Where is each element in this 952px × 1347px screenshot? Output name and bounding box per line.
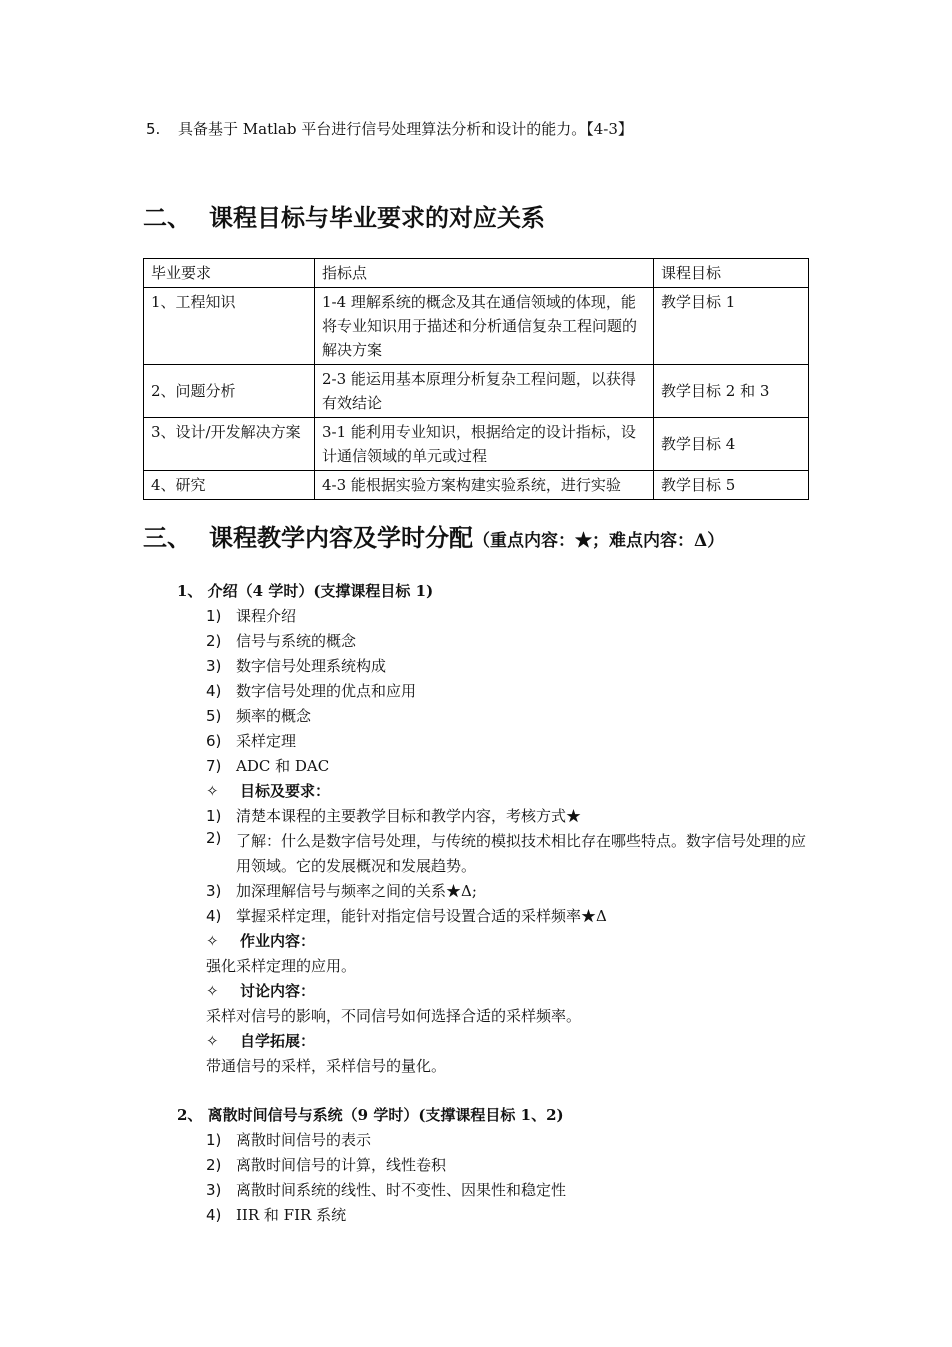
- list-item-text: 掌握采样定理，能针对指定信号设置合适的采样频率★Δ: [236, 907, 607, 925]
- list-item: 6) 采样定理: [206, 732, 297, 750]
- table-cell-requirement: 4、研究: [144, 471, 315, 500]
- discussion-text: 采样对信号的影响，不同信号如何选择合适的采样频率。: [206, 1007, 582, 1025]
- goals-label: 目标及要求：: [240, 782, 331, 800]
- homework-label: 作业内容：: [240, 932, 316, 950]
- list-item-text: 采样定理: [236, 732, 297, 750]
- section-3-heading: [143, 518, 724, 553]
- unit-1-title: 1、 介绍（4 学时）(支撑课程目标 1): [177, 582, 434, 600]
- list-item-text: 离散时间信号的表示: [236, 1131, 372, 1149]
- list-item-text: 数字信号处理系统构成: [236, 657, 387, 675]
- list-item-text: 清楚本课程的主要教学目标和教学内容，考核方式★: [236, 807, 582, 825]
- intro-text: 具备基于 Matlab 平台进行信号处理算法分析和设计的能力。【4-3】: [178, 120, 633, 138]
- list-item: 4) IIR 和 FIR 系统: [206, 1206, 347, 1224]
- discussion-label-row: [206, 980, 315, 1001]
- list-item: 3) 加深理解信号与频率之间的关系★Δ;: [206, 882, 477, 900]
- goals-label-row: [206, 780, 330, 801]
- table-cell-point: 3-1 能利用专业知识，根据给定的设计指标，设计通信领域的单元或过程: [315, 418, 654, 471]
- table-row: [144, 418, 809, 471]
- table-header: 毕业要求: [144, 259, 315, 288]
- list-item-text: 信号与系统的概念: [236, 632, 357, 650]
- table-cell-point: 2-3 能运用基本原理分析复杂工程问题，以获得有效结论: [315, 365, 654, 418]
- table-row: [144, 288, 809, 365]
- intro-line: [146, 118, 633, 139]
- section-3-note: （重点内容：★；难点内容：Δ）: [473, 531, 725, 551]
- selfstudy-text: 带通信号的采样，采样信号的量化。: [206, 1057, 447, 1075]
- table-cell-goal: 教学目标 4: [654, 418, 809, 471]
- intro-number: 5.: [146, 120, 161, 138]
- list-item: 4) 掌握采样定理，能针对指定信号设置合适的采样频率★Δ: [206, 907, 607, 925]
- list-item-text: 课程介绍: [236, 607, 297, 625]
- list-item: 5) 频率的概念: [206, 707, 312, 725]
- selfstudy-label-row: [206, 1030, 315, 1051]
- table-cell-goal: 教学目标 5: [654, 471, 809, 500]
- section-3-title: 课程教学内容及学时分配: [209, 523, 473, 552]
- unit-2-title: 2、 离散时间信号与系统（9 学时）(支撑课程目标 1、2): [177, 1106, 564, 1124]
- section-2-number: 二、: [143, 203, 191, 232]
- list-item: 2) 了解：什么是数字信号处理，与传统的模拟技术相比存在哪些特点。数字信号处理的应用领域。它的发展概况和发展趋势。: [206, 829, 811, 879]
- homework-label-row: [206, 930, 315, 951]
- list-item-text: IIR 和 FIR 系统: [236, 1206, 347, 1224]
- list-item-text: 离散时间信号的计算，线性卷积: [236, 1156, 447, 1174]
- requirements-table: [143, 258, 809, 500]
- list-item-text: 加深理解信号与频率之间的关系★Δ;: [236, 882, 477, 900]
- list-item: 1) 清楚本课程的主要教学目标和教学内容，考核方式★: [206, 807, 582, 825]
- table-cell-requirement: 1、工程知识: [144, 288, 315, 365]
- list-item: 7) ADC 和 DAC: [206, 757, 330, 775]
- table-cell-point: 4-3 能根据实验方案构建实验系统，进行实验: [315, 471, 654, 500]
- selfstudy-label: 自学拓展：: [240, 1032, 316, 1050]
- table-cell-goal: 教学目标 1: [654, 288, 809, 365]
- table-row: [144, 365, 809, 418]
- section-3-number: 三、: [143, 523, 191, 552]
- list-item-text: 数字信号处理的优点和应用: [236, 682, 417, 700]
- section-2-heading: [143, 198, 545, 233]
- table-header-row: [144, 259, 809, 288]
- diamond-bullet-icon: ✧: [206, 1032, 219, 1050]
- list-item-text: 频率的概念: [236, 707, 312, 725]
- list-item: 4) 数字信号处理的优点和应用: [206, 682, 417, 700]
- diamond-bullet-icon: ✧: [206, 932, 219, 950]
- table-header: 指标点: [315, 259, 654, 288]
- list-item-text: 了解：什么是数字信号处理，与传统的模拟技术相比存在哪些特点。数字信号处理的应用领域。它的发展概况和发展趋势。: [236, 832, 807, 875]
- discussion-label: 讨论内容：: [240, 982, 316, 1000]
- table-cell-requirement: 3、设计/开发解决方案: [144, 418, 315, 471]
- list-item: 3) 离散时间系统的线性、时不变性、因果性和稳定性: [206, 1181, 567, 1199]
- table-cell-requirement: 2、问题分析: [144, 365, 315, 418]
- table-row: [144, 471, 809, 500]
- table-header: 课程目标: [654, 259, 809, 288]
- homework-text: 强化采样定理的应用。: [206, 957, 357, 975]
- list-item-text: 离散时间系统的线性、时不变性、因果性和稳定性: [236, 1181, 567, 1199]
- list-item: 2) 离散时间信号的计算，线性卷积: [206, 1156, 447, 1174]
- table-cell-goal: 教学目标 2 和 3: [654, 365, 809, 418]
- list-item-text: ADC 和 DAC: [236, 757, 330, 775]
- diamond-bullet-icon: ✧: [206, 982, 219, 1000]
- table-cell-point: 1-4 理解系统的概念及其在通信领域的体现，能将专业知识用于描述和分析通信复杂工程问题的解决方案: [315, 288, 654, 365]
- list-item: 1) 离散时间信号的表示: [206, 1131, 372, 1149]
- list-item: 1) 课程介绍: [206, 607, 297, 625]
- section-2-title: 课程目标与毕业要求的对应关系: [209, 203, 545, 232]
- list-item: 2) 信号与系统的概念: [206, 632, 357, 650]
- list-item: 3) 数字信号处理系统构成: [206, 657, 387, 675]
- diamond-bullet-icon: ✧: [206, 782, 219, 800]
